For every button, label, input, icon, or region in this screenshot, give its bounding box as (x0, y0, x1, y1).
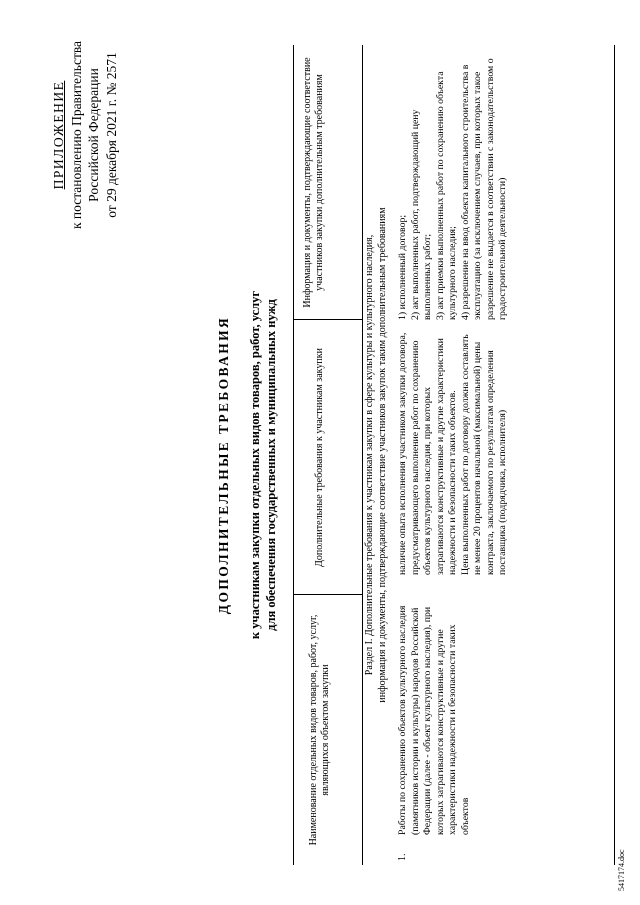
appendix-line-1: к постановлению Правительства (68, 40, 84, 230)
subtitle-line-2: для обеспечения государственных и муниципальных нужд (264, 299, 278, 631)
section-title (364, 45, 389, 865)
subtitle-line-1: к участникам закупки отдельных видов товаров, работ, услуг (248, 290, 262, 640)
document-id: 5417174.doc (617, 849, 626, 891)
appendix-title: ПРИЛОЖЕНИЕ (51, 80, 66, 190)
appendix-block (50, 25, 120, 245)
document-item-2: 2) акт выполненных работ, подтверждающий цену выполненных работ; (409, 109, 433, 320)
appendix-line-2: Российской Федерации (86, 68, 101, 202)
header-col-requirements: Дополнительные требования к участникам закупки (314, 348, 325, 567)
appendix-line-3: от 29 декабря 2021 г. № 2571 (103, 52, 119, 218)
row-documents (397, 55, 510, 320)
document-heading (215, 145, 279, 785)
row-item-name: Работы по сохранению объектов культурного наследия (памятников истории и культуры) народов Российской Федерации (далее - объект культурного наследия), при которых затрагиваются конструктивные и другие характеристики надежности и безопасности таких объектов (397, 605, 471, 835)
section-line-2: информация и документы, подтверждающие соответствие участников закупок таким дополнительным требованиям (376, 207, 388, 703)
section-line-1: Раздел I. Дополнительные требования к участникам закупки в сфере культуры и культурного наследия, (364, 234, 375, 676)
row-requirements (397, 325, 510, 575)
document-title: ДОПОЛНИТЕЛЬНЫЕ ТРЕБОВАНИЯ (216, 315, 231, 615)
header-col-items: Наименование отдельных видов товаров, работ, услуг, являющихся объектом закупки (308, 614, 331, 846)
document-item-4: 4) разрешение на ввод объекта капитального строительства в эксплуатацию (за исключением случаев, при которых такое разрешение не выдается в соответствии с законодательством о градостроительной деятельности) (459, 58, 508, 320)
requirement-text: наличие опыта исполнения участником закупки договора, предусматривающего выполнение работ по сохранению объектов культурного наследия, при которых затрагиваются конструктивные и другие характеристики надежности и безопасности таких объектов. (397, 332, 458, 575)
document-item-3: 3) акт приемки выполненных работ по сохранению объекта культурного наследия; (434, 71, 458, 320)
requirement-price-text: Цена выполненных работ по договору должна составлять не менее 20 процентов начальной (максимальной) цены контракта, заключаемого по результатам определения поставщика (подрядчика, исполнителя) (459, 334, 508, 575)
document-subtitle (247, 145, 279, 785)
document-item-1: 1) исполненный договор; (397, 214, 408, 320)
requirements-table (293, 45, 615, 865)
header-col-documents: Информация и документы, подтверждающие соответствие участников закупки дополнительным требованиям (302, 57, 325, 308)
row-number: 1. (397, 853, 408, 861)
table-header (294, 45, 363, 865)
